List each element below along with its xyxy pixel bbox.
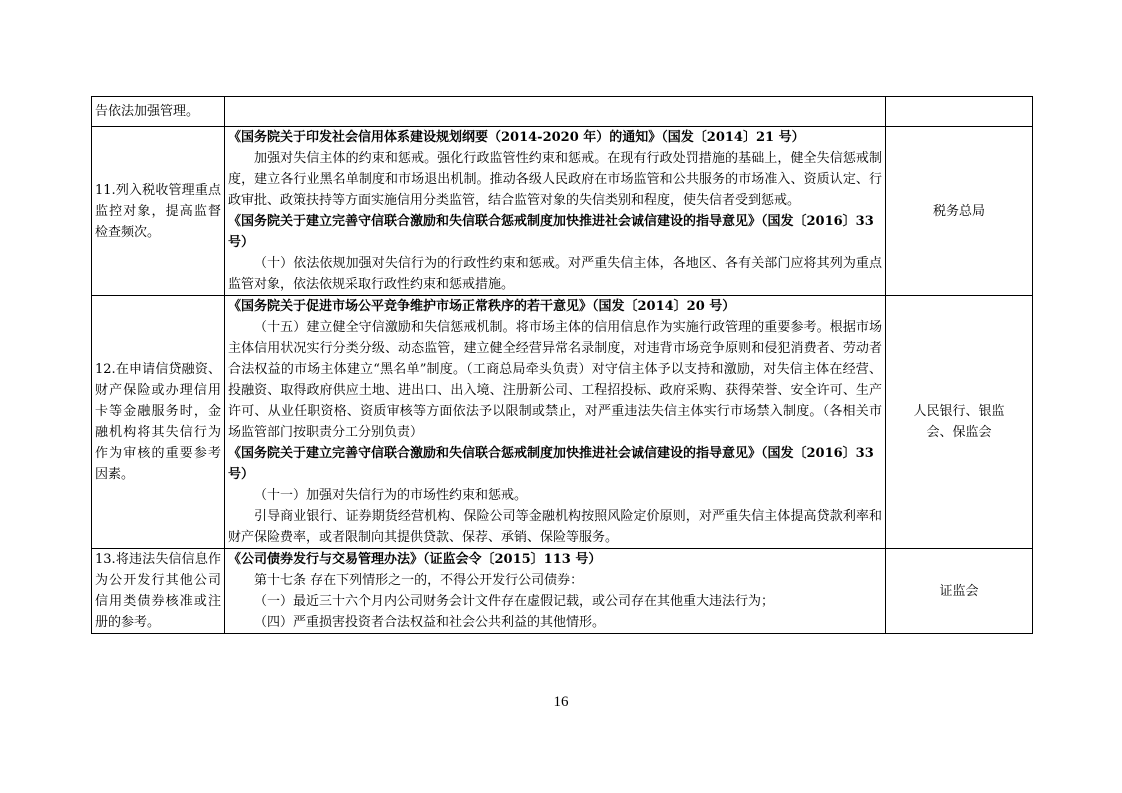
policy-document-title: 《国务院关于建立完善守信联合激励和失信联合惩戒制度加快推进社会诚信建设的指导意见》（国发〔2016〕33 号）	[228, 214, 874, 250]
department-cell	[886, 97, 1033, 127]
page-number: 16	[553, 694, 569, 710]
table-row	[92, 127, 1033, 296]
department-cell: 证监会	[886, 549, 1033, 634]
policy-paragraph: 第十七条 存在下列情形之一的，不得公开发行公司债券：	[254, 573, 584, 588]
department-cell: 税务总局	[886, 127, 1033, 296]
policy-paragraph: （十）依法依规加强对失信行为的行政性约束和惩戒。对严重失信主体，各地区、各有关部门应将其列为重点监管对象，依法依规采取行政性约束和惩戒措施。	[228, 256, 882, 292]
table-row	[92, 97, 1033, 127]
policy-document-title: 《国务院关于建立完善守信联合激励和失信联合惩戒制度加快推进社会诚信建设的指导意见》（国发〔2016〕33 号）	[228, 446, 874, 482]
policy-paragraph: （四）严重损害投资者合法权益和社会公共利益的其他情形。	[254, 615, 606, 630]
policy-document-title: 《国务院关于印发社会信用体系建设规划纲要（2014-2020 年）的通知》（国发〔2014〕21 号）	[228, 130, 805, 145]
policy-cell	[225, 127, 886, 296]
department-cell	[886, 296, 1033, 549]
table-row	[92, 296, 1033, 549]
policy-paragraph: 引导商业银行、证券期货经营机构、保险公司等金融机构按照风险定价原则，对严重失信主体提高贷款利率和财产保险费率，或者限制向其提供贷款、保荐、承销、保险等服务。	[228, 509, 882, 545]
table-row	[92, 549, 1033, 634]
measures-table	[91, 96, 1033, 634]
measure-cell: 告依法加强管理。	[92, 97, 225, 127]
measure-cell: 12.在申请信贷融资、财产保险或办理信用卡等金融服务时，金融机构将其失信行为作为审核的重要参考因素。	[92, 296, 225, 549]
measure-cell: 11.列入税收管理重点监控对象，提高监督检查频次。	[92, 127, 225, 296]
policy-paragraph: （一）最近三十六个月内公司财务会计文件存在虚假记载，或公司存在其他重大违法行为；	[254, 594, 775, 609]
department-names: 人民银行、银监会、保监会	[913, 404, 1005, 440]
policy-paragraph: （十一）加强对失信行为的市场性约束和惩戒。	[254, 488, 528, 503]
policy-cell	[225, 296, 886, 549]
measure-cell: 13.将违法失信信息作为公开发行其他公司信用类债券核准或注册的参考。	[92, 549, 225, 634]
policy-document-title: 《国务院关于促进市场公平竞争维护市场正常秩序的若干意见》（国发〔2014〕20 号）	[228, 299, 736, 314]
policy-cell	[225, 97, 886, 127]
policy-cell	[225, 549, 886, 634]
policy-paragraph: 加强对失信主体的约束和惩戒。强化行政监管性约束和惩戒。在现有行政处罚措施的基础上，健全失信惩戒制度，建立各行业黑名单制度和市场退出机制。推动各级人民政府在市场监管和公共服务的市场准入、资质认定、行政审批、政策扶持等方面实施信用分类监管，结合监管对象的失信类别和程度，使失信者受到惩戒。	[228, 151, 882, 208]
policy-document-title: 《公司债券发行与交易管理办法》（证监会令〔2015〕113 号）	[228, 552, 602, 567]
policy-paragraph: （十五）建立健全守信激励和失信惩戒机制。将市场主体的信用信息作为实施行政管理的重要参考。根据市场主体信用状况实行分类分级、动态监管，建立健全经营异常名录制度，对违背市场竞争原则和侵犯消费者、劳动者合法权益的市场主体建立“黑名单”制度。（工商总局牵头负责）对守信主体予以支持和激励，对失信主体在经营、投融资、取得政府供应土地、进出口、出入境、注册新公司、工程招投标、政府采购、获得荣誉、安全许可、生产许可、从业任职资格、资质审核等方面依法予以限制或禁止，对严重违法失信主体实行市场禁入制度。（各相关市场监管部门按职责分工分别负责）	[228, 320, 882, 440]
